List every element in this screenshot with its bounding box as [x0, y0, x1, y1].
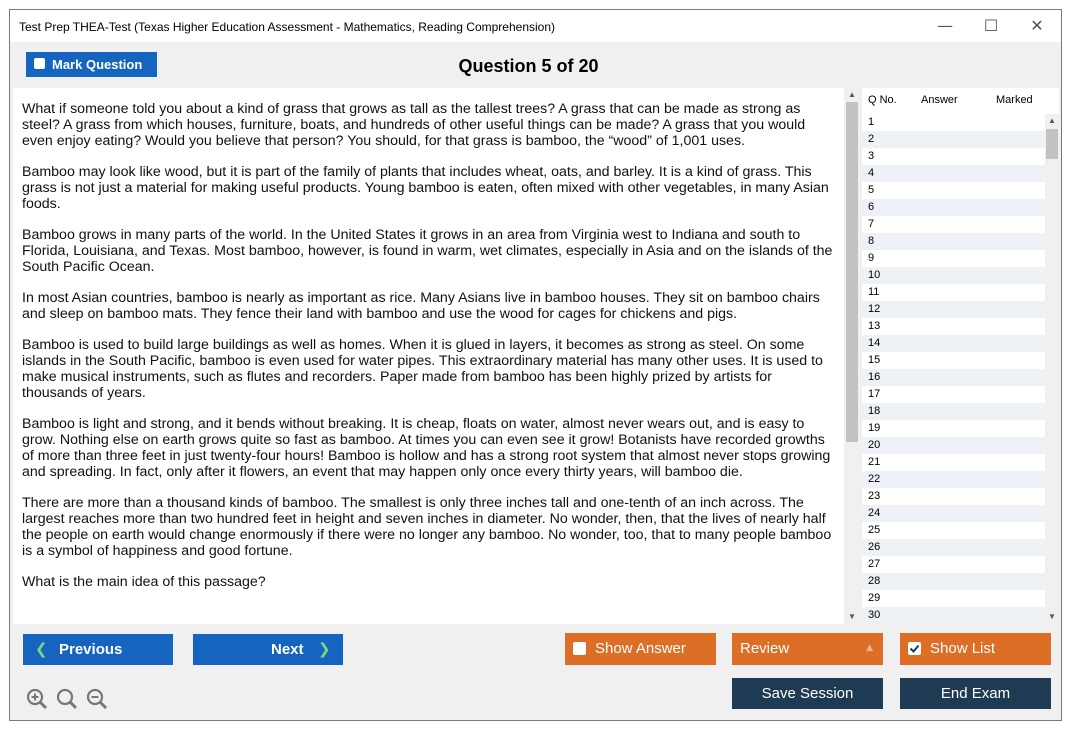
question-list-row[interactable]: 7 — [868, 218, 875, 230]
question-list-row[interactable]: 1 — [868, 116, 875, 128]
list-scroll-up-icon[interactable]: ▲ — [1048, 116, 1056, 125]
column-header-answer[interactable]: Answer — [921, 94, 958, 106]
chevron-up-icon: ▲ — [866, 643, 873, 653]
title-bar — [10, 10, 1061, 42]
show-list-label: Show List — [930, 640, 996, 657]
question-list-row[interactable]: 19 — [868, 422, 881, 434]
question-list-row[interactable]: 15 — [868, 354, 881, 366]
question-list-scrollbar[interactable] — [1045, 114, 1059, 624]
list-scroll-down-icon[interactable]: ▼ — [1048, 612, 1056, 621]
zoom-out-icon[interactable] — [86, 688, 108, 710]
question-list-row[interactable]: 11 — [868, 286, 880, 298]
zoom-reset-icon[interactable] — [56, 688, 78, 710]
column-header-qno[interactable]: Q No. — [868, 94, 897, 106]
question-list-row[interactable]: 5 — [868, 184, 875, 196]
question-list-header — [862, 88, 1059, 112]
question-title: Question 5 of 20 — [458, 56, 599, 76]
save-session-button[interactable]: Save Session — [732, 678, 883, 709]
next-label: Next — [271, 641, 304, 658]
question-list-row[interactable]: 27 — [868, 558, 881, 570]
question-list-row[interactable]: 13 — [868, 320, 881, 332]
question-list-row[interactable]: 18 — [862, 403, 1045, 420]
question-list-row[interactable]: 12 — [862, 301, 1045, 318]
question-list-row[interactable]: 29 — [868, 592, 881, 604]
previous-label: Previous — [59, 641, 123, 658]
question-list-row[interactable]: 21 — [868, 456, 881, 468]
question-list-row[interactable]: 20 — [862, 437, 1045, 454]
mark-question-label: Mark Question — [52, 57, 143, 72]
passage-paragraph: Bamboo is light and strong, and it bends without breaking. It is cheap, floats on water, almost never wears out, and is easy to grow. Nothing else on earth grows quite so fast as bamboo. At times you can even see it grow! Botanists have recorded growths of more than three feet in just twenty-four hours! Bamboo is hollow and has a strong root system that almost never stops growing and spreading. In fact, only after it flowers, an event that may happen only once every thirty years, will bamboo die. — [22, 416, 831, 480]
question-list-row[interactable]: 8 — [862, 233, 1045, 250]
scroll-down-icon[interactable]: ▼ — [848, 612, 856, 621]
scroll-thumb[interactable] — [846, 102, 858, 442]
passage-paragraph: Bamboo is used to build large buildings as well as homes. When it is glued in layers, it becomes as strong as steel. On some islands in the South Pacific, bamboo is even used for water pipes. This extraordinary material has many other uses. It is used to make musical instruments, such as flutes and recorders. Paper made from bamboo has been highly prized by artists for thousands of years. — [22, 337, 823, 401]
passage-panel — [13, 88, 844, 624]
minimize-button[interactable]: — — [937, 16, 953, 35]
window-title: Test Prep THEA-Test (Texas Higher Education Assessment - Mathematics, Reading Comprehension) — [19, 20, 556, 34]
zoom-in-icon[interactable] — [26, 688, 48, 710]
chevron-right-icon: ❯ — [318, 640, 331, 658]
chevron-left-icon: ❮ — [35, 640, 48, 658]
review-label: Review — [740, 640, 790, 657]
question-list-row[interactable]: 2 — [862, 131, 1045, 148]
show-answer-checkbox-icon[interactable] — [573, 642, 586, 655]
passage-paragraph: What if someone told you about a kind of grass that grows as tall as the tallest trees? A grass that can be made as strong as steel? A grass from which houses, furniture, boats, and hundreds of other useful things can be made? A grass that you would even enjoy eating? Would you believe that person? You should, for that grass is bamboo, the “wood” of 1,001 uses. — [22, 101, 806, 149]
question-list-row[interactable]: 25 — [868, 524, 881, 536]
passage-scrollbar[interactable] — [845, 88, 859, 624]
review-dropdown[interactable] — [732, 633, 883, 665]
question-list-row[interactable]: 22 — [862, 471, 1045, 488]
question-list-row[interactable]: 23 — [868, 490, 881, 502]
previous-button[interactable] — [23, 634, 173, 665]
maximize-button[interactable]: ☐ — [983, 16, 999, 35]
passage-paragraph: Bamboo may look like wood, but it is part of the family of plants that includes wheat, oats, and barley. It is a kind of grass. This grass is not just a material for making useful products. Young bamboo is eaten, often mixed with other vegetables, in many Asian foods. — [22, 164, 829, 212]
question-list-row[interactable]: 28 — [862, 573, 1045, 590]
question-list-panel — [862, 88, 1059, 624]
end-exam-button[interactable]: End Exam — [900, 678, 1051, 709]
close-button[interactable]: ✕ — [1030, 16, 1044, 35]
show-answer-button[interactable] — [565, 633, 716, 665]
question-list-row[interactable]: 9 — [868, 252, 875, 264]
show-list-button[interactable] — [900, 633, 1051, 665]
question-list-row[interactable]: 3 — [868, 150, 875, 162]
column-header-marked[interactable]: Marked — [996, 94, 1033, 106]
question-list-row[interactable]: 24 — [862, 505, 1045, 522]
question-list-row[interactable]: 10 — [862, 267, 1045, 284]
question-list-row[interactable]: 6 — [862, 199, 1045, 216]
scroll-up-icon[interactable]: ▲ — [848, 90, 856, 99]
question-list-rows — [862, 114, 1045, 624]
app-window — [9, 9, 1062, 721]
question-prompt: What is the main idea of this passage? — [22, 574, 266, 590]
question-list-row[interactable]: 4 — [862, 165, 1045, 182]
question-list-row[interactable]: 17 — [868, 388, 881, 400]
question-list-row[interactable]: 30 — [862, 607, 1045, 624]
show-answer-label: Show Answer — [595, 640, 686, 657]
show-list-checkbox-icon[interactable] — [908, 642, 921, 655]
list-scroll-thumb[interactable] — [1046, 129, 1058, 159]
question-list-row[interactable]: 26 — [862, 539, 1045, 556]
question-list-row[interactable]: 16 — [862, 369, 1045, 386]
next-button[interactable] — [193, 634, 343, 665]
question-list-row[interactable]: 14 — [862, 335, 1045, 352]
passage-paragraph: Bamboo grows in many parts of the world. In the United States it grows in an area from Virginia west to Indiana and south to Florida, Louisiana, and Texas. Most bamboo, however, is found in warm, wet climates, especially in Asia and on the islands of the South Pacific Ocean. — [22, 227, 833, 275]
passage-paragraph: In most Asian countries, bamboo is nearly as important as rice. Many Asians live in bamboo houses. They sit on bamboo chairs and sleep on bamboo mats. They fence their land with bamboo and use the wood for cages for chickens and pigs. — [22, 290, 820, 322]
passage-paragraph: There are more than a thousand kinds of bamboo. The smallest is only three inches tall and one-tenth of an inch across. The largest reaches more than two hundred feet in height and seven inches in diameter. No wonder, then, that the lives of nearly half the people on earth would change enormously if there were no longer any bamboo. No wonder, too, that to many people bamboo is a symbol of happiness and good fortune. — [22, 495, 832, 559]
